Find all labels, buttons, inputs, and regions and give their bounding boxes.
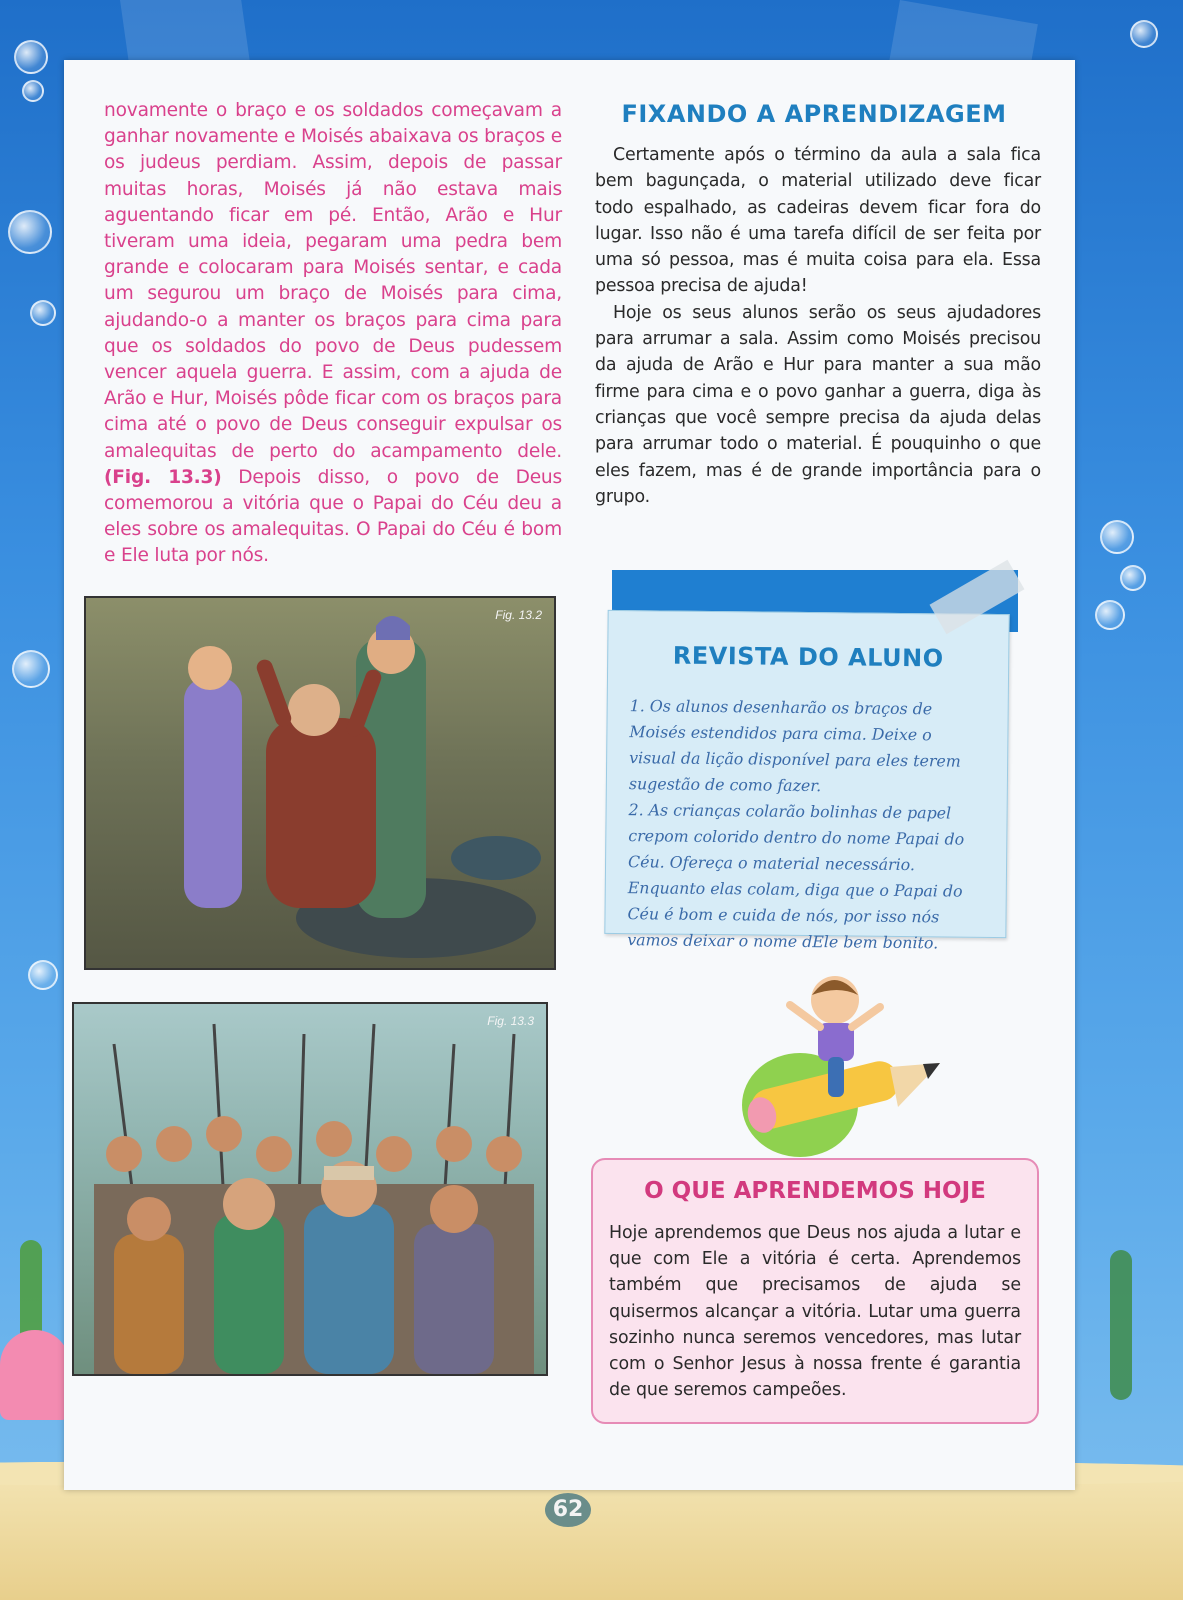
moses-illustration <box>86 598 554 968</box>
fixando-paragraph-1: Certamente após o término da aula a sala fica bem bagunçada, o material utilizado deve ficar todo espalhado, as cadeiras devem ficar fora do lugar. Isso não é uma tarefa difícil de ser feita por uma só pessoa, mas é muita coisa para ela. Essa pessoa precisa de ajuda! <box>595 145 1041 297</box>
story-text <box>104 98 562 570</box>
aprendemos-title: O QUE APRENDEMOS HOJE <box>644 1178 986 1204</box>
revista-do-aluno-box <box>612 570 1018 953</box>
bubble-decoration <box>30 300 56 326</box>
bubble-decoration <box>8 210 52 254</box>
story-paragraph-part1: novamente o braço e os soldados começavam a ganhar novamente e Moisés abaixava os braços e os judeus perdiam. Assim, depois de passar muitas horas, Moisés já não estava mais aguentando ficar em pé. Então, Arão e Hur tiveram uma ideia, pegaram uma pedra bem grande e colocaram para Moisés sentar, e cada um segurou um braço de Moisés para cima, ajudando-o a manter os braços para cima para que os soldados do povo de Deus pudessem vencer aquela guerra. E assim, com a ajuda de Arão e Hur, Moisés pôde ficar com os braços para cima até o povo de Deus conseguir expulsar os amalequitas de perto do acampamento dele. <box>104 100 562 462</box>
figure-label: Fig. 13.2 <box>495 608 542 622</box>
figure-reference: (Fig. 13.3) <box>104 466 222 488</box>
page-number: 62 <box>545 1493 591 1527</box>
figure-moses-arms-raised <box>84 596 556 970</box>
sticky-note <box>604 610 1009 953</box>
seaweed-decoration <box>1110 1250 1132 1400</box>
fixando-title: FIXANDO A APRENDIZAGEM <box>621 100 1007 128</box>
revista-title: REVISTA DO ALUNO <box>672 641 944 673</box>
crowd-illustration <box>74 1004 546 1374</box>
pencil-kid-drawing <box>740 965 980 1165</box>
revista-item-2: 2. As crianças colarão bolinhas de papel crepom colorido dentro do nome Papai do Céu. Ofereça o material necessário. Enquanto elas colam, diga que o Papai do Céu é bom e cuida de nós, por isso nós vamos deixar o nome dEle bem bonito. <box>627 800 965 953</box>
bubble-decoration <box>1120 565 1146 591</box>
aprendemos-text: Hoje aprendemos que Deus nos ajuda a lutar e que com Ele a vitória é certa. Aprendemos também que precisamos de ajuda se quisermos alcançar a vitória. Lutar uma guerra sozinho nunca seremos vencedores, mas lutar com o Senhor Jesus à nossa frente é garantia de que seremos campeões. <box>609 1223 1021 1401</box>
coral-decoration <box>0 1330 70 1420</box>
aprendemos-hoje-box <box>591 1158 1039 1424</box>
revista-instructions <box>627 693 982 957</box>
fixando-paragraph-2: Hoje os seus alunos serão os seus ajudadores para arrumar a sala. Assim como Moisés precisou da ajuda de Arão e Hur para manter a sua mão firme para cima e o povo ganhar a guerra, diga às crianças que você sempre precisa da ajuda delas para arrumar todo o material. É pouquinho o que eles fazem, mas é de grande importância para o grupo. <box>595 302 1041 507</box>
figure-people-celebrating <box>72 1002 548 1376</box>
bubble-decoration <box>28 960 58 990</box>
workbook-page <box>64 60 1075 1490</box>
fixando-text <box>595 142 1041 510</box>
bubble-decoration <box>1100 520 1134 554</box>
bubble-decoration <box>1130 20 1158 48</box>
figure-label: Fig. 13.3 <box>487 1014 534 1028</box>
bubble-decoration <box>14 40 48 74</box>
story-paragraph-part2: Depois disso, o povo de Deus comemorou a vitória que o Papai do Céu deu a eles sobre os amalequitas. O Papai do Céu é bom e Ele luta por nós. <box>104 466 563 567</box>
revista-item-1: 1. Os alunos desenharão os braços de Moisés estendidos para cima. Deixe o visual da lição disponível para eles terem sugestão de como fazer. <box>628 696 961 796</box>
bubble-decoration <box>12 650 50 688</box>
bubble-decoration <box>22 80 44 102</box>
kid-on-pencil-illustration <box>740 965 980 1165</box>
bubble-decoration <box>1095 600 1125 630</box>
